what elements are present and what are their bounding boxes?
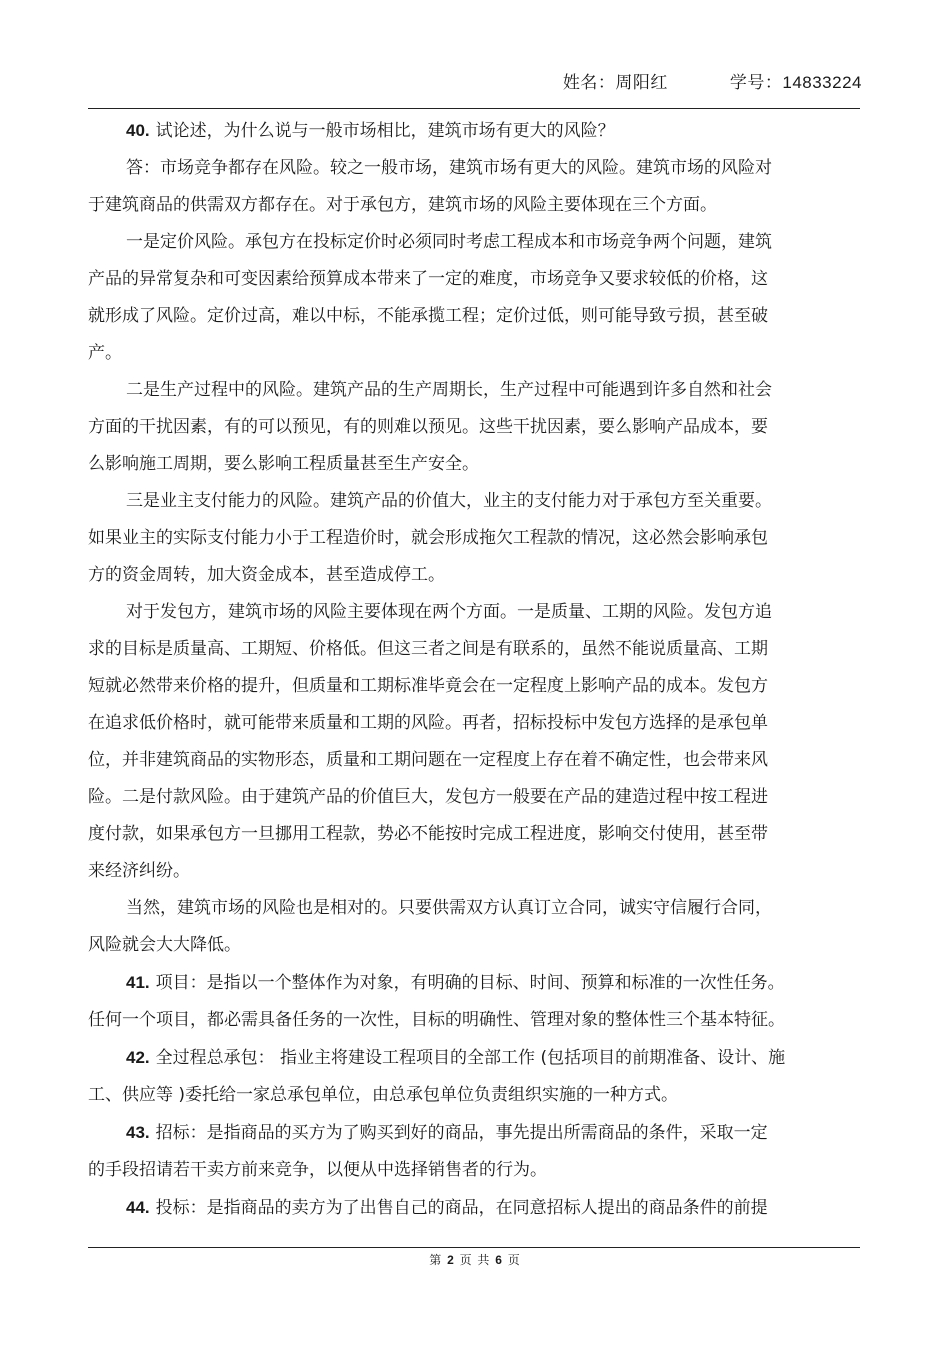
question-40-line xyxy=(88,112,860,150)
text-line: 求的目标是质量高、工期短、价格低。但这三者之间是有联系的，虽然不能说质量高、工期 xyxy=(88,639,768,659)
page-footer xyxy=(0,1251,950,1268)
text-line: 答：市场竞争都存在风险。较之一般市场，建筑市场有更大的风险。建筑市场的风险对 xyxy=(126,158,772,178)
footer-divider xyxy=(88,1247,860,1248)
item-number: 43. xyxy=(126,1123,150,1142)
text-line: 工、供应等 )委托给一家总承包单位，由总承包单位负责组织实施的一种方式。 xyxy=(88,1085,679,1105)
text-line: 在追求低价格时，就可能带来质量和工期的风险。再者，招标投标中发包方选择的是承包单 xyxy=(88,713,768,733)
term-43-line xyxy=(88,1114,860,1152)
item-number: 42. xyxy=(126,1048,150,1067)
text-line: 方的资金周转，加大资金成本，甚至造成停工。 xyxy=(88,565,445,585)
text-line: 度付款，如果承包方一旦挪用工程款，势必不能按时完成工程进度，影响交付使用，甚至带 xyxy=(88,824,768,844)
text-line: 全过程总承包： 指业主将建设工程项目的全部工作 (包括项目的前期准备、设计、施 xyxy=(155,1048,786,1068)
text-line: 项目：是指以一个整体作为对象，有明确的目标、时间、预算和标准的一次性任务。 xyxy=(155,973,785,993)
text-line: 位，并非建筑商品的实物形态，质量和工期问题在一定程度上存在着不确定性，也会带来风 xyxy=(88,750,768,770)
term-41-line xyxy=(88,964,860,1002)
text-line: 二是生产过程中的风险。建筑产品的生产周期长，生产过程中可能遇到许多自然和社会 xyxy=(126,380,772,400)
page-number: 2 xyxy=(447,1253,455,1267)
text-line: 就形成了风险。定价过高，难以中标，不能承揽工程；定价过低，则可能导致亏损，甚至破 xyxy=(88,306,768,326)
text-line: 产。 xyxy=(88,343,122,363)
footer-suffix: 页 xyxy=(507,1253,521,1267)
text-line: 么影响施工周期，要么影响工程质量甚至生产安全。 xyxy=(88,454,479,474)
text-line: 对于发包方，建筑市场的风险主要体现在两个方面。一是质量、工期的风险。发包方追 xyxy=(126,602,772,622)
text-line: 短就必然带来价格的提升，但质量和工期标准毕竟会在一定程度上影响产品的成本。发包方 xyxy=(88,676,768,696)
page-header xyxy=(563,68,862,93)
id-label: 学号： xyxy=(729,73,783,93)
text-line: 来经济纠纷。 xyxy=(88,861,190,881)
term-44-line xyxy=(88,1189,860,1227)
text-line: 方面的干扰因素，有的可以预见，有的则难以预见。这些干扰因素，要么影响产品成本，要 xyxy=(88,417,768,437)
name-value: 周阳红 xyxy=(615,73,668,93)
text-line: 试论述，为什么说与一般市场相比，建筑市场有更大的风险？ xyxy=(155,121,615,141)
text-line: 产品的异常复杂和可变因素给预算成本带来了一定的难度，市场竞争又要求较低的价格，这 xyxy=(88,269,768,289)
text-line: 一是定价风险。承包方在投标定价时必须同时考虑工程成本和市场竞争两个问题，建筑 xyxy=(126,232,772,252)
text-line: 险。二是付款风险。由于建筑产品的价值巨大，发包方一般要在产品的建造过程中按工程进 xyxy=(88,787,768,807)
footer-prefix: 第 xyxy=(429,1253,443,1267)
text-line: 风险就会大大降低。 xyxy=(88,935,241,955)
item-number: 40. xyxy=(126,121,150,140)
term-42-line xyxy=(88,1039,860,1077)
text-line: 招标：是指商品的买方为了购买到好的商品，事先提出所需商品的条件，采取一定 xyxy=(155,1123,768,1143)
footer-middle: 页 共 xyxy=(459,1253,491,1267)
text-line: 投标：是指商品的卖方为了出售自己的商品，在同意招标人提出的商品条件的前提 xyxy=(155,1198,768,1218)
item-number: 41. xyxy=(126,973,150,992)
page-total: 6 xyxy=(495,1253,503,1267)
text-line: 的手段招请若干卖方前来竞争，以便从中选择销售者的行为。 xyxy=(88,1160,547,1180)
id-value: 14833224 xyxy=(782,73,862,92)
text-line: 三是业主支付能力的风险。建筑产品的价值大，业主的支付能力对于承包方至关重要。 xyxy=(126,491,772,511)
document-body xyxy=(88,112,860,1227)
text-line: 于建筑商品的供需双方都存在。对于承包方，建筑市场的风险主要体现在三个方面。 xyxy=(88,195,717,215)
text-line: 任何一个项目，都必需具备任务的一次性，目标的明确性、管理对象的整体性三个基本特征。 xyxy=(88,1010,785,1030)
name-label: 姓名： xyxy=(562,73,616,93)
header-divider xyxy=(88,108,860,109)
item-number: 44. xyxy=(126,1198,150,1217)
text-line: 当然，建筑市场的风险也是相对的。只要供需双方认真订立合同，诚实守信履行合同， xyxy=(126,898,772,918)
text-line: 如果业主的实际支付能力小于工程造价时，就会形成拖欠工程款的情况，这必然会影响承包 xyxy=(88,528,768,548)
